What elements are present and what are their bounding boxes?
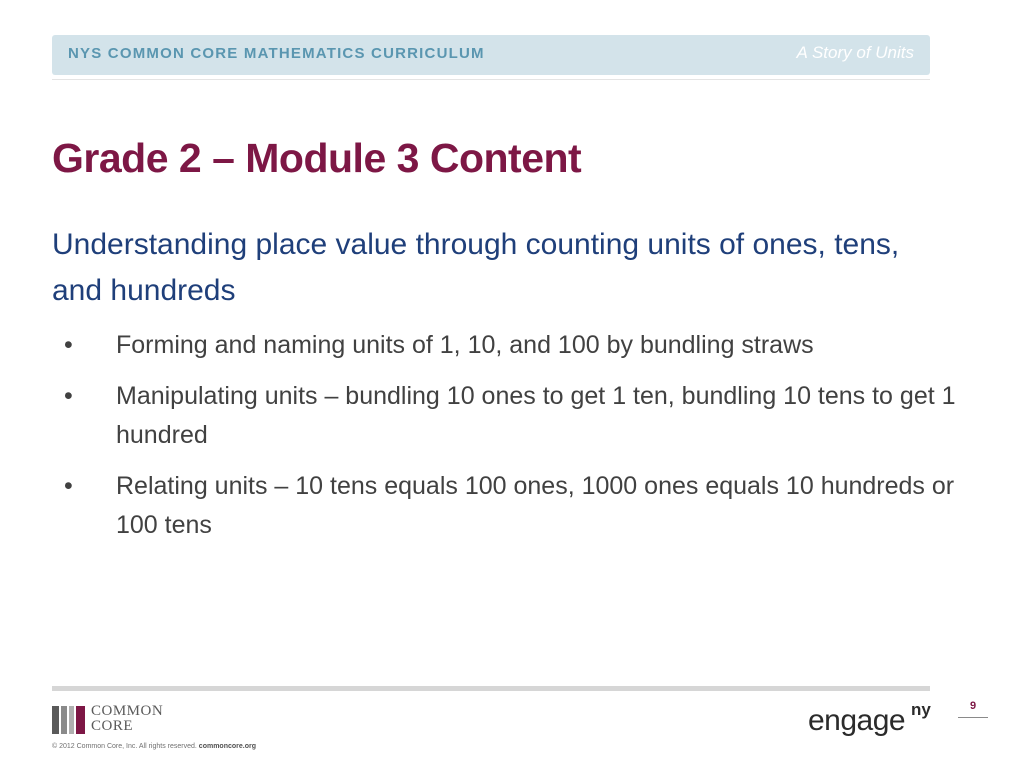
engage-wordmark: engage [808,704,906,737]
page-number: 9 [969,700,977,712]
common-core-wordmark [91,704,163,734]
common-core-logo [52,704,192,736]
bullet-item [52,467,957,545]
curriculum-name: NYS COMMON CORE MATHEMATICS CURRICULUM [68,45,485,62]
bullet-text: Manipulating units – bundling 10 ones to get 1 ten, bundling 10 tens to get 1 hundred [116,382,956,449]
bullet-dot-icon: • [64,331,73,359]
engage-ny-superscript: ny [911,700,931,719]
bullet-text: Relating units – 10 tens equals 100 ones, 1000 ones equals 10 hundreds or 100 tens [116,472,955,539]
copyright-link[interactable]: commoncore.org [198,743,256,750]
bullet-dot-icon: • [64,382,73,410]
logo-line-core: CORE [91,718,134,734]
curriculum-header [52,35,930,75]
bullet-text: Forming and naming units of 1, 10, and 100 by bundling straws [116,331,814,359]
page-number-underline [958,717,988,718]
footer-divider [52,686,930,691]
bullet-list [52,326,957,557]
copyright-text: © 2012 Common Core, Inc. All rights reserved. [52,743,197,750]
story-of-units-label: A Story of Units [796,43,914,62]
bullet-item [52,326,957,365]
copyright-notice [52,743,256,750]
header-divider [52,79,930,80]
slide-subtitle: Understanding place value through counting units of ones, tens, and hundreds [52,228,900,307]
slide-title: Grade 2 – Module 3 Content [52,135,582,181]
logo-line-common: COMMON [91,703,164,719]
bullet-dot-icon: • [64,472,73,500]
bullet-item [52,377,957,455]
engage-ny-logo [808,700,938,740]
common-core-bars-icon [52,706,86,734]
